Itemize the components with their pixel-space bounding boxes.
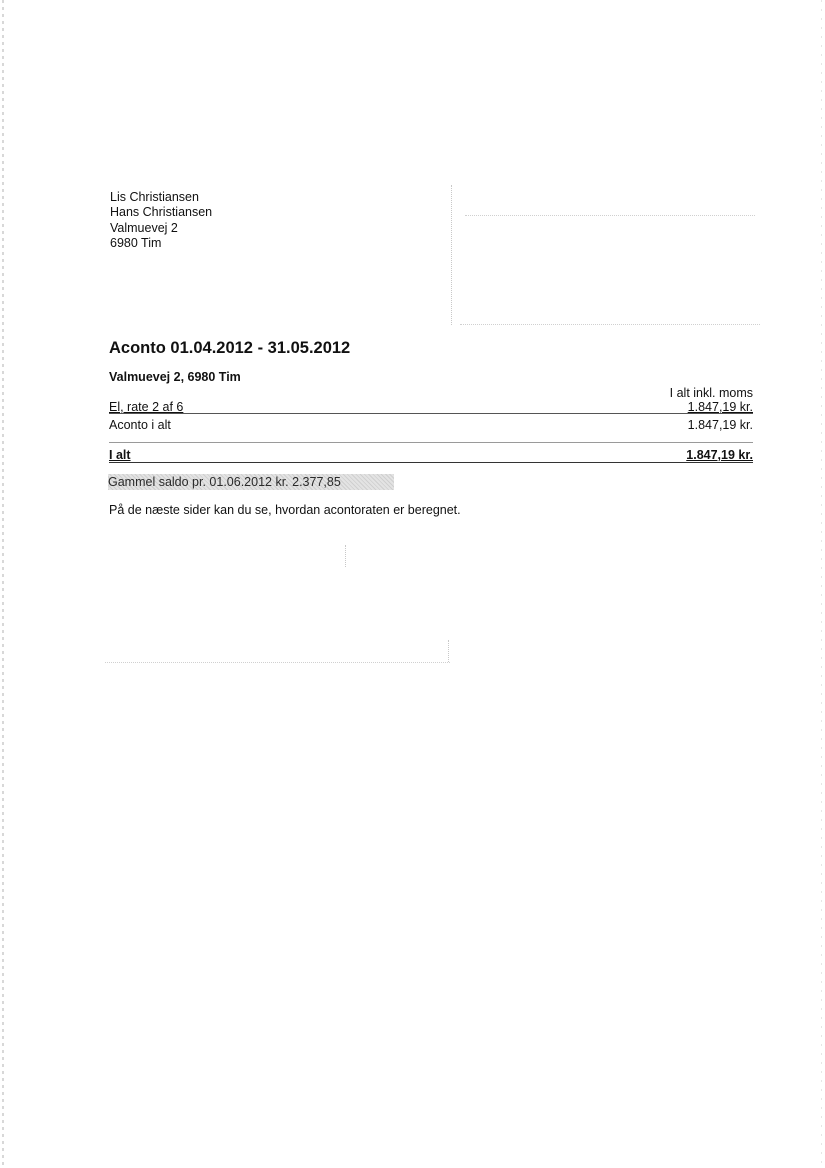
statement-address: Valmuevej 2, 6980 Tim xyxy=(109,370,241,384)
old-balance: Gammel saldo pr. 01.06.2012 kr. 2.377,85 xyxy=(108,474,394,490)
explanation-note: På de næste sider kan du se, hvordan acontoraten er beregnet. xyxy=(109,503,461,517)
divider xyxy=(109,442,753,443)
line-item-amount: 1.847,19 kr. xyxy=(687,400,753,414)
scan-artifact xyxy=(105,662,450,664)
total-label: I alt xyxy=(109,448,131,462)
line-item-label: El, rate 2 af 6 xyxy=(109,400,184,414)
recipient-street: Valmuevej 2 xyxy=(110,220,178,235)
subtotal-row xyxy=(109,418,753,434)
scan-artifact xyxy=(451,185,453,325)
total-amount: 1.847,19 kr. xyxy=(686,448,753,462)
recipient-city: 6980 Tim xyxy=(110,235,162,250)
scan-edge-left xyxy=(2,0,4,1168)
statement-title: Aconto 01.04.2012 - 31.05.2012 xyxy=(109,339,351,357)
scan-artifact xyxy=(345,545,347,567)
scan-edge-right xyxy=(821,0,822,1168)
divider xyxy=(109,413,753,414)
scan-artifact xyxy=(448,640,450,662)
recipient-name-2: Hans Christiansen xyxy=(110,205,213,220)
total-divider xyxy=(109,462,753,463)
amount-column-header: I alt inkl. moms xyxy=(669,386,753,400)
subtotal-amount: 1.847,19 kr. xyxy=(687,418,753,432)
subtotal-label: Aconto i alt xyxy=(109,418,171,432)
scan-artifact xyxy=(460,324,760,326)
scan-artifact xyxy=(465,215,755,217)
recipient-name-1: Lis Christiansen xyxy=(110,190,199,204)
recipient-address xyxy=(110,190,212,251)
